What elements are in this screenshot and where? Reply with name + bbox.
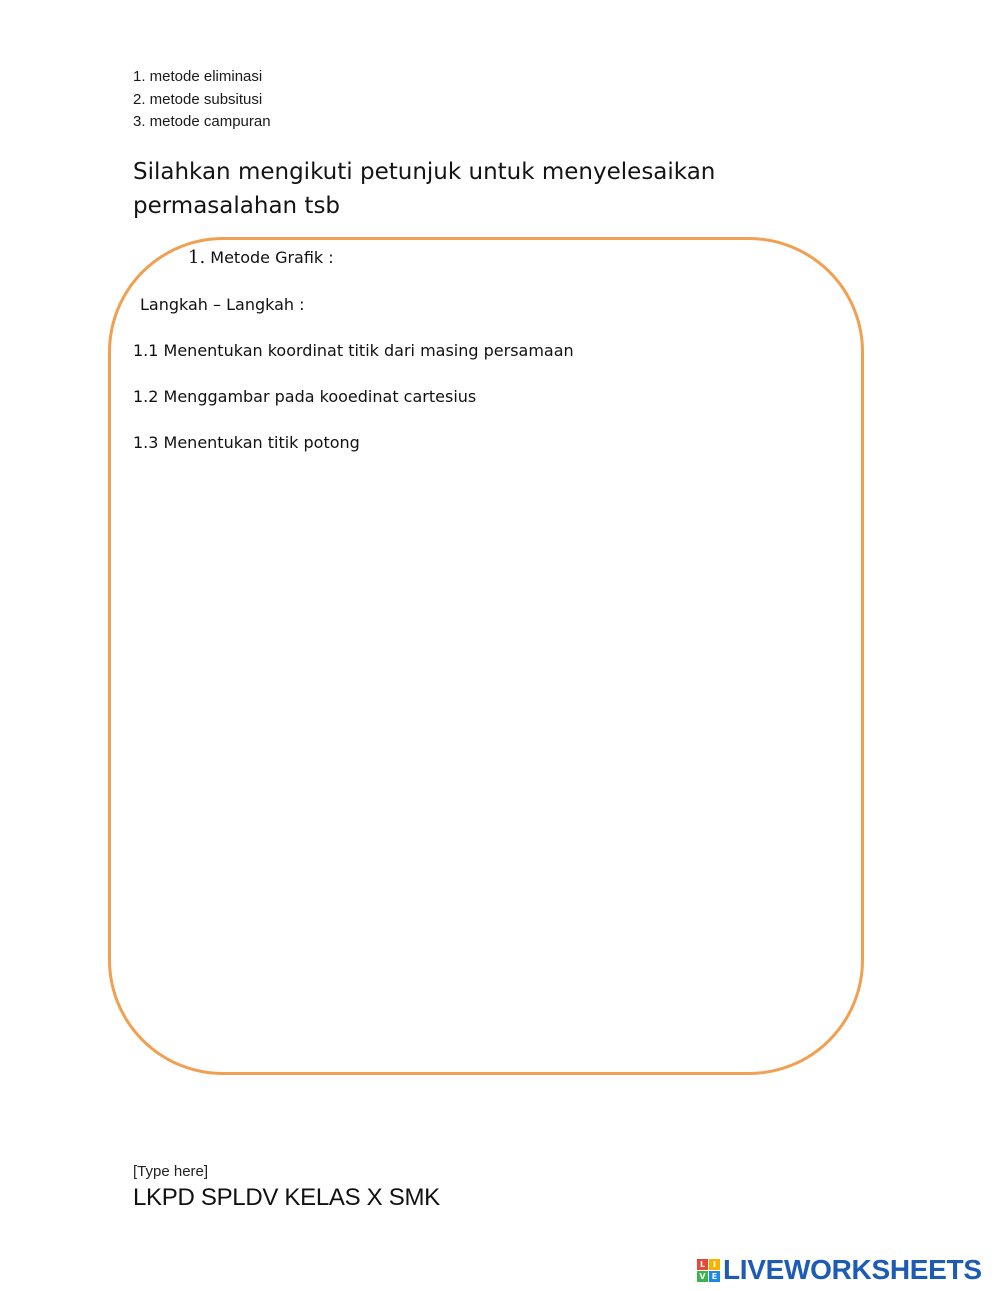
logo-text: LIVEWORKSHEETS xyxy=(723,1254,982,1285)
logo-mark-letter: E xyxy=(709,1271,720,1282)
step-item: 1.3 Menentukan titik potong xyxy=(133,433,360,452)
instruction-heading: Silahkan mengikuti petunjuk untuk menyelesaikan permasalahan tsb xyxy=(133,159,716,219)
liveworksheets-logo xyxy=(697,1255,982,1285)
box-title xyxy=(188,247,334,268)
footer-title: LKPD SPLDV KELAS X SMK xyxy=(133,1184,440,1211)
logo-mark-icon xyxy=(697,1259,720,1282)
logo-mark-letter: L xyxy=(697,1259,708,1270)
step-item: 1.2 Menggambar pada kooedinat cartesius xyxy=(133,387,477,406)
box-title-text: Metode Grafik : xyxy=(205,248,334,267)
steps-label: Langkah – Langkah : xyxy=(140,295,305,314)
method-item: 1. metode eliminasi xyxy=(133,68,263,85)
method-item: 2. metode subsitusi xyxy=(133,90,263,108)
box-title-number: 1. xyxy=(188,247,206,268)
methods-list xyxy=(133,66,271,134)
logo-mark-letter: I xyxy=(709,1259,720,1270)
content-box xyxy=(108,237,864,1075)
step-item: 1.1 Menentukan koordinat titik dari masing persamaan xyxy=(133,341,574,360)
footer-placeholder: [Type here] xyxy=(133,1163,209,1180)
logo-mark-letter: V xyxy=(697,1271,708,1282)
method-item: 3. metode campuran xyxy=(133,113,271,130)
